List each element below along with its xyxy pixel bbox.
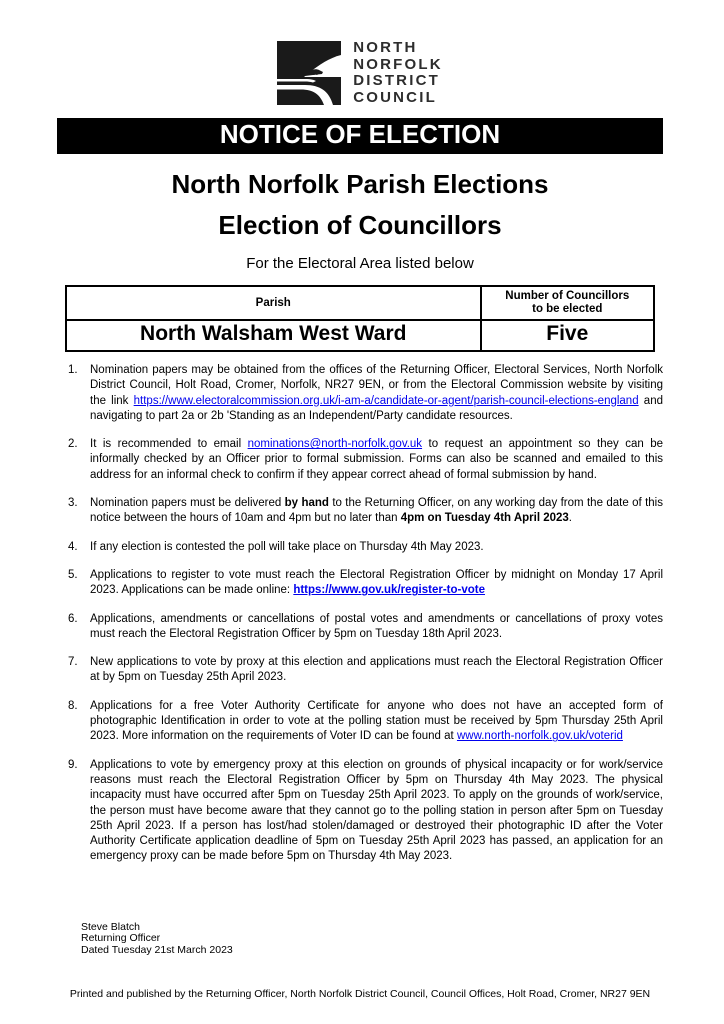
text-segment: Applications, amendments or cancellations of postal votes and amendments or cancellations of proxy votes must reach the Electoral Registration Officer by 5pm on Tuesday 18th April 2023. — [90, 612, 663, 640]
notice-item-number: 5. — [68, 568, 78, 581]
returning-officer-name: Steve Blatch — [81, 920, 140, 933]
notice-item-text — [90, 655, 663, 686]
electoral-area-caption: For the Electoral Area listed below — [246, 255, 474, 272]
notice-item-number: 9. — [68, 758, 78, 771]
notice-item-text — [90, 612, 663, 643]
text-segment: . — [568, 512, 572, 525]
notice-item-text — [90, 540, 663, 555]
notice-item-text — [90, 363, 663, 424]
notice-item — [68, 437, 663, 483]
councillors-column-header: Number of Councillors to be elected — [481, 286, 654, 320]
notice-item-number: 1. — [68, 364, 78, 376]
notice-item-number: 4. — [68, 540, 78, 553]
notice-item — [68, 540, 663, 555]
hyperlink[interactable]: https://www.electoralcommission.org.uk/i-am-a/candidate-or-agent/parish-council-elections-england — [133, 394, 639, 407]
notice-item-number: 8. — [68, 699, 78, 712]
notice-item — [68, 655, 663, 686]
text-segment: If any election is contested the poll will take place on Thursday 4th May 2023. — [90, 540, 484, 553]
logo-line: NORTH — [353, 39, 418, 56]
text-segment: New applications to vote by proxy at this election and applications must reach the Electoral Registration Officer at by 5pm on Tuesday 25th April 2023. — [90, 656, 663, 684]
logo-line: NORFOLK — [353, 55, 443, 73]
text-segment: Applications to register to vote must reach the Electoral Registration Officer by midnight on Monday 17 April 2023. Applications can be made online: — [90, 568, 663, 597]
council-logo — [57, 40, 663, 106]
notice-item-text — [90, 699, 663, 745]
text-segment: Applications to vote by emergency proxy at this election on grounds of physical incapacity or for work/service reasons must reach the Electoral Registration Officer by 5pm on Thursday 4th May 2023. The physical incapacity must have occurred after 5pm on Tuesday 25th April 2023. To apply on the grounds of work/service, the person must have become aware that they cannot go to the polling station in person after 5pm on Tuesday 25th April 2023. If a person has lost/had stolen/damaged or destroyed their photographic ID after the Voter Authority Certificate application deadline of 5pm on Tuesday 25th April 2023 has passed, an application for an emergency proxy can be made before 5pm on Thursday 4th May 2023. — [90, 758, 663, 863]
notice-item-text — [90, 437, 663, 483]
notice-of-election-banner: NOTICE OF ELECTION — [57, 118, 663, 154]
text-segment: Applications for a free Voter Authority Certificate for anyone who does not have an accepted form of photographic Identification in order to vote at the polling station must be received by 5pm Thursday 25th April 2023. More information on the requirements of Voter ID can be found at — [90, 699, 663, 743]
notice-item — [68, 568, 663, 599]
hyperlink[interactable]: nominations@north-norfolk.gov.uk — [247, 438, 423, 451]
notice-item-number: 7. — [68, 656, 78, 669]
logo-line: COUNCIL — [353, 88, 437, 106]
table-row — [66, 320, 654, 351]
notice-date: Dated Tuesday 21st March 2023 — [81, 943, 233, 956]
notice-item-number: 3. — [68, 497, 78, 510]
text-segment: by hand — [284, 497, 329, 510]
hyperlink[interactable]: www.north-norfolk.gov.uk/voterid — [456, 730, 623, 743]
notice-item-number: 6. — [68, 612, 78, 625]
text-segment: 4pm on Tuesday 4th April 2023 — [400, 512, 569, 525]
electoral-area-table — [65, 285, 655, 352]
logo-line: DISTRICT — [353, 72, 440, 89]
returning-officer-title: Returning Officer — [81, 932, 161, 945]
notice-item-text — [90, 758, 663, 865]
notice-item — [68, 699, 663, 745]
parish-name-cell: North Walsham West Ward — [66, 320, 481, 351]
council-logo-wordmark — [353, 40, 443, 106]
text-segment: and navigating to part 2a or 2b 'Standing as an Independent/Party candidate resources. — [90, 394, 663, 422]
text-segment: Nomination papers must be delivered — [90, 497, 285, 510]
text-segment: to request an appointment so they can be informally checked by an Officer prior to formal submission. Forms can also be scanned and emailed to this address for an informal check to confirm if they appear correct ahead of formal submission by hand. — [90, 438, 663, 481]
notice-list — [57, 363, 663, 865]
imprint-line: Printed and published by the Returning Officer, North Norfolk District Council, Council Offices, Holt Road, Cromer, NR27 9EN — [69, 988, 651, 1001]
parish-column-header: Parish — [66, 286, 481, 320]
text-segment: Nomination papers may be obtained from the offices of the Returning Officer, Electoral Services, North Norfolk District Council, Holt Road, Cromer, Norfolk, NR27 9EN, or from the Electoral Commission website by visiting the link — [90, 364, 663, 407]
page-subtitle: Election of Councillors — [218, 210, 502, 240]
notice-item — [68, 363, 663, 424]
table-header-row — [66, 286, 654, 320]
notice-item-number: 2. — [68, 438, 78, 451]
hyperlink[interactable]: https://www.gov.uk/register-to-vote — [293, 584, 485, 597]
notice-item — [68, 612, 663, 643]
page-title: North Norfolk Parish Elections — [171, 169, 549, 199]
notice-item-text — [90, 568, 663, 599]
council-logo-icon — [277, 41, 341, 105]
councillors-count-cell: Five — [481, 320, 654, 351]
text-segment: It is recommended to email — [90, 438, 248, 451]
signature-block — [81, 922, 663, 957]
notice-item — [68, 496, 663, 527]
notice-item — [68, 758, 663, 865]
notice-item-text — [90, 496, 663, 527]
text-segment: to the Returning Officer, on any working day from the date of this notice between the hours of 10am and 4pm but no later than — [90, 497, 663, 525]
